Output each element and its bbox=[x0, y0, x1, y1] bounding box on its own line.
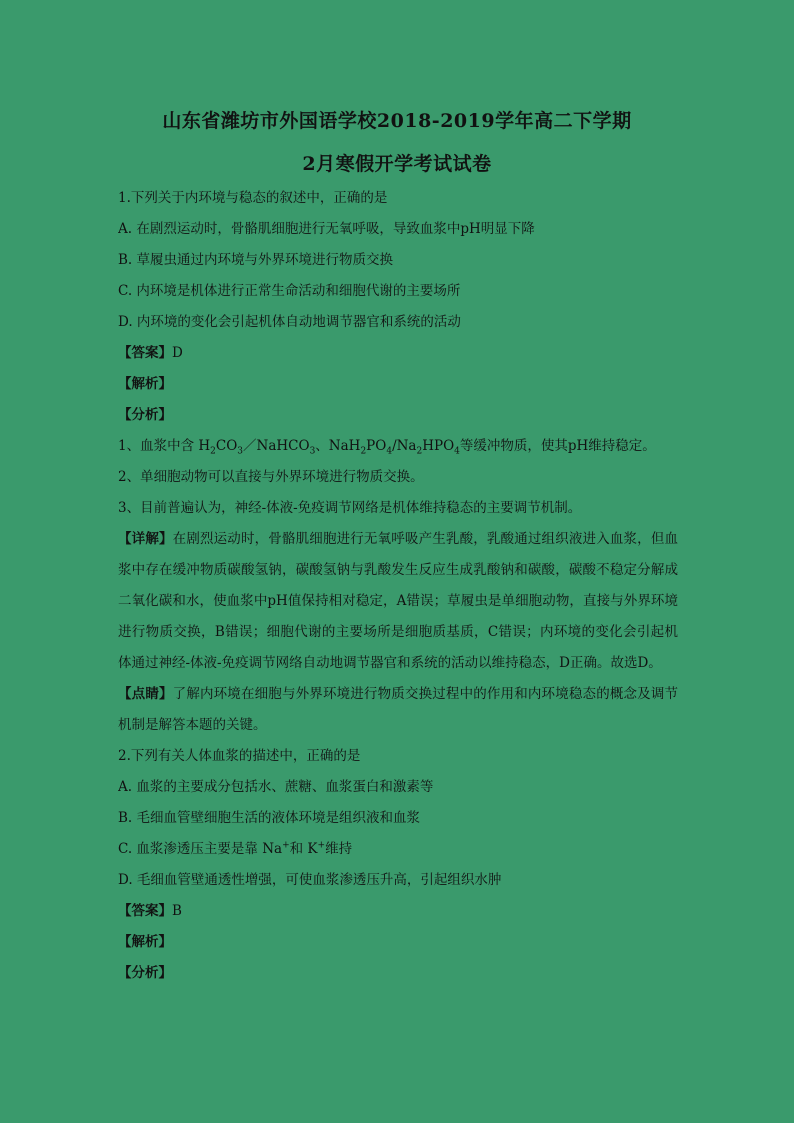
subscript: 3 bbox=[309, 446, 316, 457]
detail-tag: 【详解】 bbox=[118, 531, 173, 547]
question-1-answer bbox=[118, 338, 678, 369]
answer-tag: 【答案】 bbox=[118, 903, 172, 919]
answer-value: D bbox=[172, 345, 183, 361]
document-body bbox=[118, 183, 678, 989]
text-segment: CO bbox=[215, 438, 238, 454]
question-2-option-c bbox=[118, 834, 678, 865]
text-segment: 1、血浆中含 H bbox=[118, 438, 211, 454]
text-segment: 和 K bbox=[289, 841, 318, 857]
text-segment: /Na bbox=[392, 438, 417, 454]
subscript: 4 bbox=[454, 446, 460, 457]
question-1-option-c: C. 内环境是机体进行正常生命活动和细胞代谢的主要场所 bbox=[118, 283, 461, 299]
document-title-line-2: 2月寒假开学考试试卷 bbox=[302, 153, 492, 175]
question-2-option-b: B. 毛细血管壁细胞生活的液体环境是组织液和血浆 bbox=[118, 810, 421, 826]
question-1-fenxi-point-3: 3、目前普遍认为，神经-体液-免疫调节网络是机体维持稳态的主要调节机制。 bbox=[118, 500, 582, 516]
question-1-option-d: D. 内环境的变化会引起机体自动地调节器官和系统的活动 bbox=[118, 314, 461, 330]
text-segment: ／NaHCO bbox=[243, 438, 310, 454]
text-segment: 维持 bbox=[325, 841, 353, 857]
question-2-answer bbox=[118, 896, 678, 927]
text-segment: HPO bbox=[422, 438, 455, 454]
note-text: 了解内环境在细胞与外界环境进行物质交换过程中的作用和内环境稳态的概念及调节机制是解答本题的关键。 bbox=[118, 686, 679, 733]
subscript: 2 bbox=[416, 446, 423, 457]
note-tag: 【点睛】 bbox=[118, 686, 173, 702]
question-2-analysis-tag: 【解析】 bbox=[118, 934, 172, 950]
question-1-stem: 1.下列关于内环境与稳态的叙述中，正确的是 bbox=[118, 190, 388, 206]
subscript: 3 bbox=[237, 446, 244, 457]
subscript: 2 bbox=[210, 446, 216, 457]
superscript: + bbox=[317, 840, 326, 851]
text-segment: 、NaH bbox=[315, 438, 361, 454]
question-1-option-b: B. 草履虫通过内环境与外界环境进行物质交换 bbox=[118, 252, 394, 268]
question-1-fenxi-point-2: 2、单细胞动物可以直接与外界环境进行物质交换。 bbox=[118, 469, 424, 485]
detail-text: 在剧烈运动时，骨骼肌细胞进行无氧呼吸产生乳酸，乳酸通过组织液进入血浆，但血浆中存在缓冲物质碳酸氢钠，碳酸氢钠与乳酸发生反应生成乳酸钠和碳酸，碳酸不稳定分解成二氧化碳和水，使血浆中pH值保持相对稳定，A错误；草履虫是单细胞动物，直接与外界环境进行物质交换，B错误；细胞代谢的主要场所是细胞质基质，C错误；内环境的变化会引起机体通过神经-体液-免疫调节网络自动地调节器官和系统的活动以维持稳态，D正确。故选D。 bbox=[118, 531, 679, 671]
question-1-option-a: A. 在剧烈运动时，骨骼肌细胞进行无氧呼吸，导致血浆中pH明显下降 bbox=[118, 221, 535, 237]
question-1-fenxi-tag: 【分析】 bbox=[118, 407, 172, 423]
answer-value: B bbox=[172, 903, 182, 919]
question-1-detail bbox=[118, 524, 678, 679]
question-2-stem: 2.下列有关人体血浆的描述中，正确的是 bbox=[118, 748, 361, 764]
subscript: 2 bbox=[360, 446, 367, 457]
subscript: 4 bbox=[386, 446, 393, 457]
text-segment: PO bbox=[366, 438, 387, 454]
superscript: + bbox=[282, 840, 290, 851]
question-1-analysis-tag: 【解析】 bbox=[118, 376, 172, 392]
question-2-fenxi-tag: 【分析】 bbox=[118, 965, 172, 981]
answer-tag: 【答案】 bbox=[118, 345, 172, 361]
question-1-note bbox=[118, 679, 678, 741]
question-1-fenxi-point-1 bbox=[118, 431, 678, 462]
text-segment: C. 血浆渗透压主要是靠 Na bbox=[118, 841, 283, 857]
document-title-line-1: 山东省潍坊市外国语学校2018-2019学年高二下学期 bbox=[162, 110, 632, 132]
text-segment: 等缓冲物质，使其pH维持稳定。 bbox=[459, 438, 656, 454]
question-2-option-d: D. 毛细血管壁通透性增强，可使血浆渗透压升高，引起组织水肿 bbox=[118, 872, 502, 888]
question-2-option-a: A. 血浆的主要成分包括水、蔗糖、血浆蛋白和激素等 bbox=[118, 779, 434, 795]
